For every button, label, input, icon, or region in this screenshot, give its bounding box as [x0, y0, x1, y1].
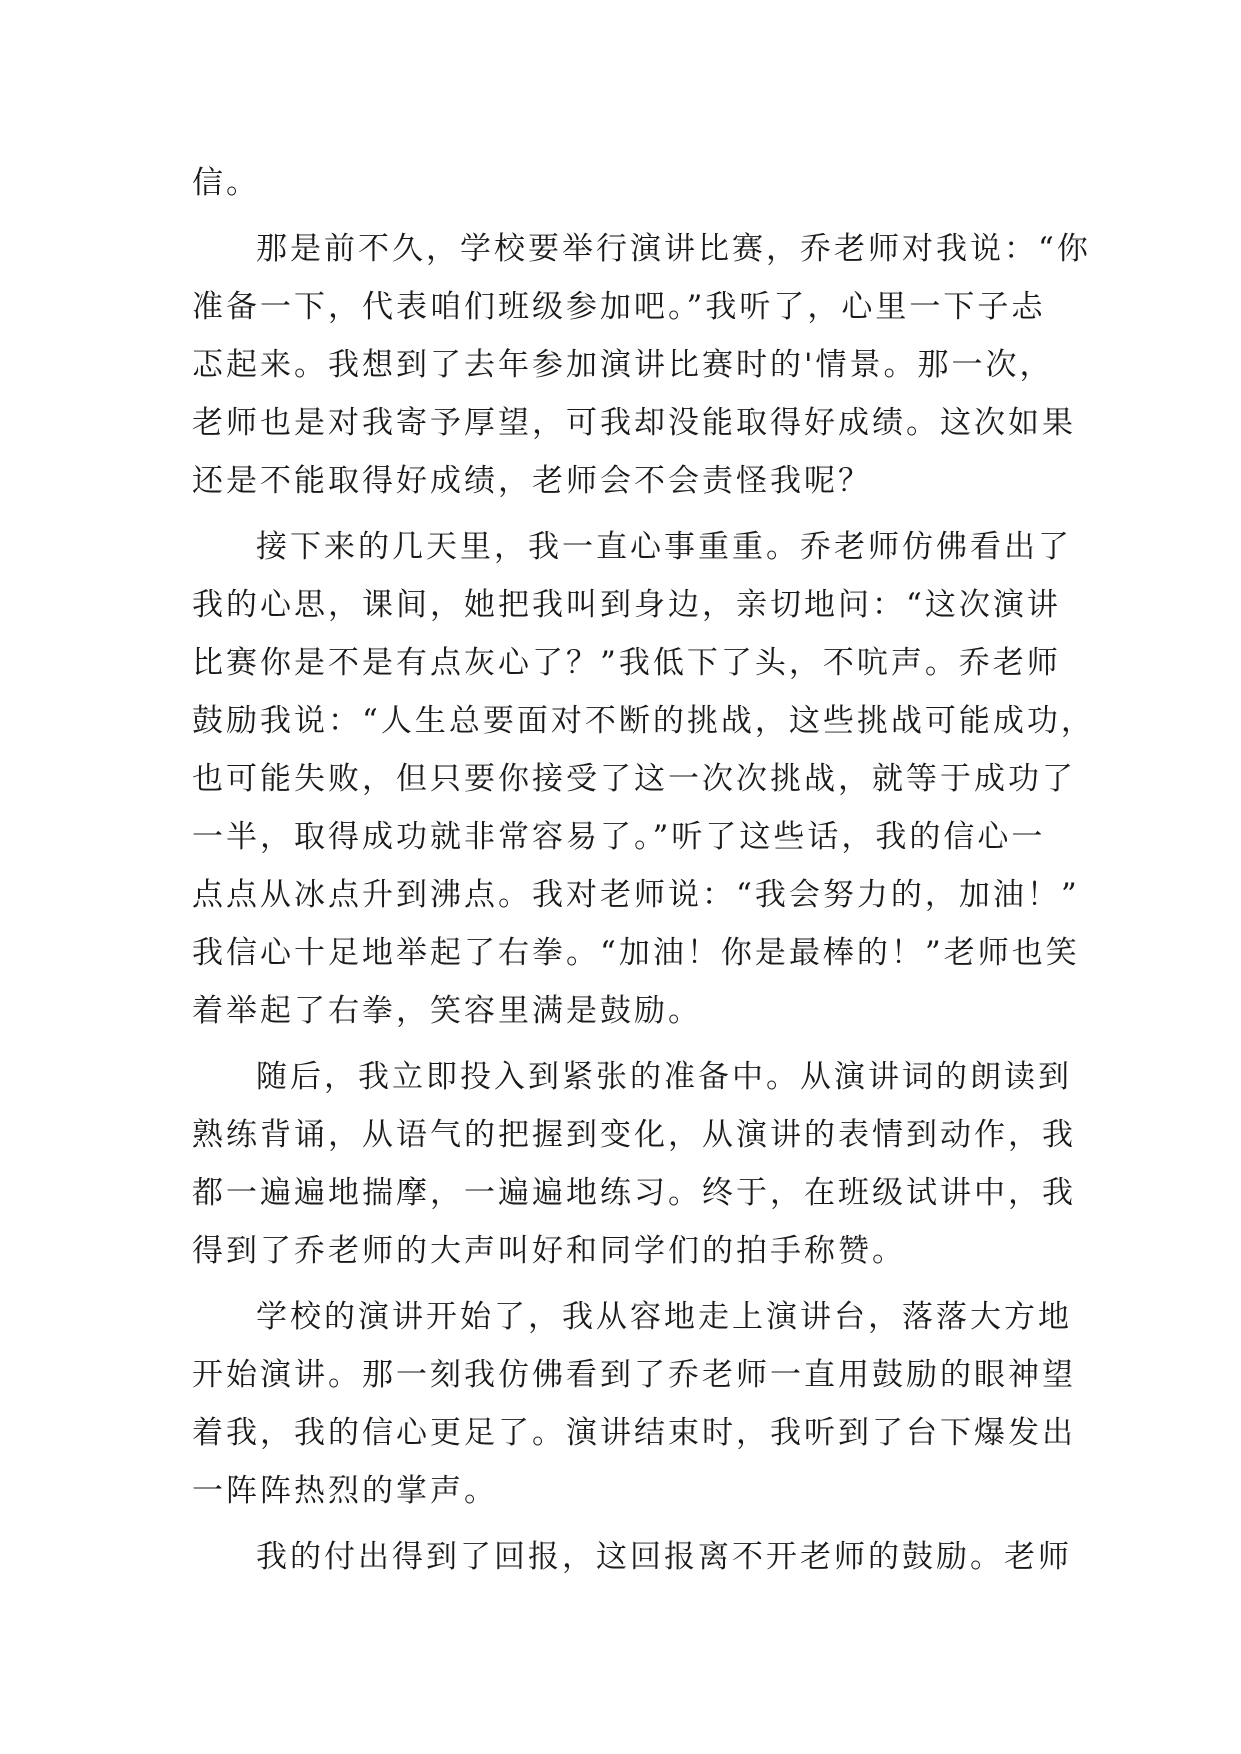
document-body: [192, 154, 1095, 1586]
text-line: 信。: [192, 165, 260, 201]
paragraph: [192, 1048, 1076, 1280]
text-line: 一阵阵热烈的掌声。: [192, 1473, 498, 1509]
text-line: 一半，取得成功就非常容易了。”听了这些话，我的信心一: [192, 819, 1046, 855]
text-line: 随后，我立即投入到紧张的准备中。从演讲词的朗读到: [256, 1059, 1072, 1095]
text-line: 着举起了右拳，笑容里满是鼓励。: [192, 993, 702, 1029]
paragraph: [192, 518, 1095, 1040]
paragraph: [192, 154, 1054, 212]
text-line: 还是不能取得好成绩，老师会不会责怪我呢？: [192, 463, 872, 499]
text-line: 开始演讲。那一刻我仿佛看到了乔老师一直用鼓励的眼神望: [192, 1357, 1076, 1393]
text-line: 我信心十足地举起了右拳。“加油！你是最棒的！”老师也笑: [192, 935, 1080, 971]
text-line: 也可能失败，但只要你接受了这一次次挑战，就等于成功了: [192, 761, 1076, 797]
text-line: 比赛你是不是有点灰心了？”我低下了头，不吭声。乔老师: [192, 645, 1061, 681]
text-line: 点点从冰点升到沸点。我对老师说：“我会努力的，加油！”: [192, 877, 1080, 913]
text-line: 熟练背诵，从语气的把握到变化，从演讲的表情到动作，我: [192, 1117, 1076, 1153]
paragraph: [192, 1528, 1072, 1586]
text-line: 鼓励我说：“人生总要面对不断的挑战，这些挑战可能成功，: [192, 703, 1095, 739]
text-line: 我的付出得到了回报，这回报离不开老师的鼓励。老师: [256, 1539, 1072, 1575]
text-line: 准备一下，代表咱们班级参加吧。”我听了，心里一下子忐: [192, 289, 1046, 325]
text-line: 着我，我的信心更足了。演讲结束时，我听到了台下爆发出: [192, 1415, 1076, 1451]
text-line: 得到了乔老师的大声叫好和同学们的拍手称赞。: [192, 1233, 906, 1269]
text-line: 学校的演讲开始了，我从容地走上演讲台，落落大方地: [256, 1299, 1072, 1335]
text-line: 老师也是对我寄予厚望，可我却没能取得好成绩。这次如果: [192, 405, 1076, 441]
text-line: 那是前不久，学校要举行演讲比赛，乔老师对我说：“你: [256, 231, 1091, 267]
paragraph: [192, 1288, 1076, 1520]
text-line: 接下来的几天里，我一直心事重重。乔老师仿佛看出了: [256, 529, 1072, 565]
paragraph: [192, 220, 1091, 510]
text-line: 忑起来。我想到了去年参加演讲比赛时的'情景。那一次，: [192, 347, 1054, 383]
text-line: 都一遍遍地揣摩，一遍遍地练习。终于，在班级试讲中，我: [192, 1175, 1076, 1211]
text-line: 我的心思，课间，她把我叫到身边，亲切地问：“这次演讲: [192, 587, 1061, 623]
